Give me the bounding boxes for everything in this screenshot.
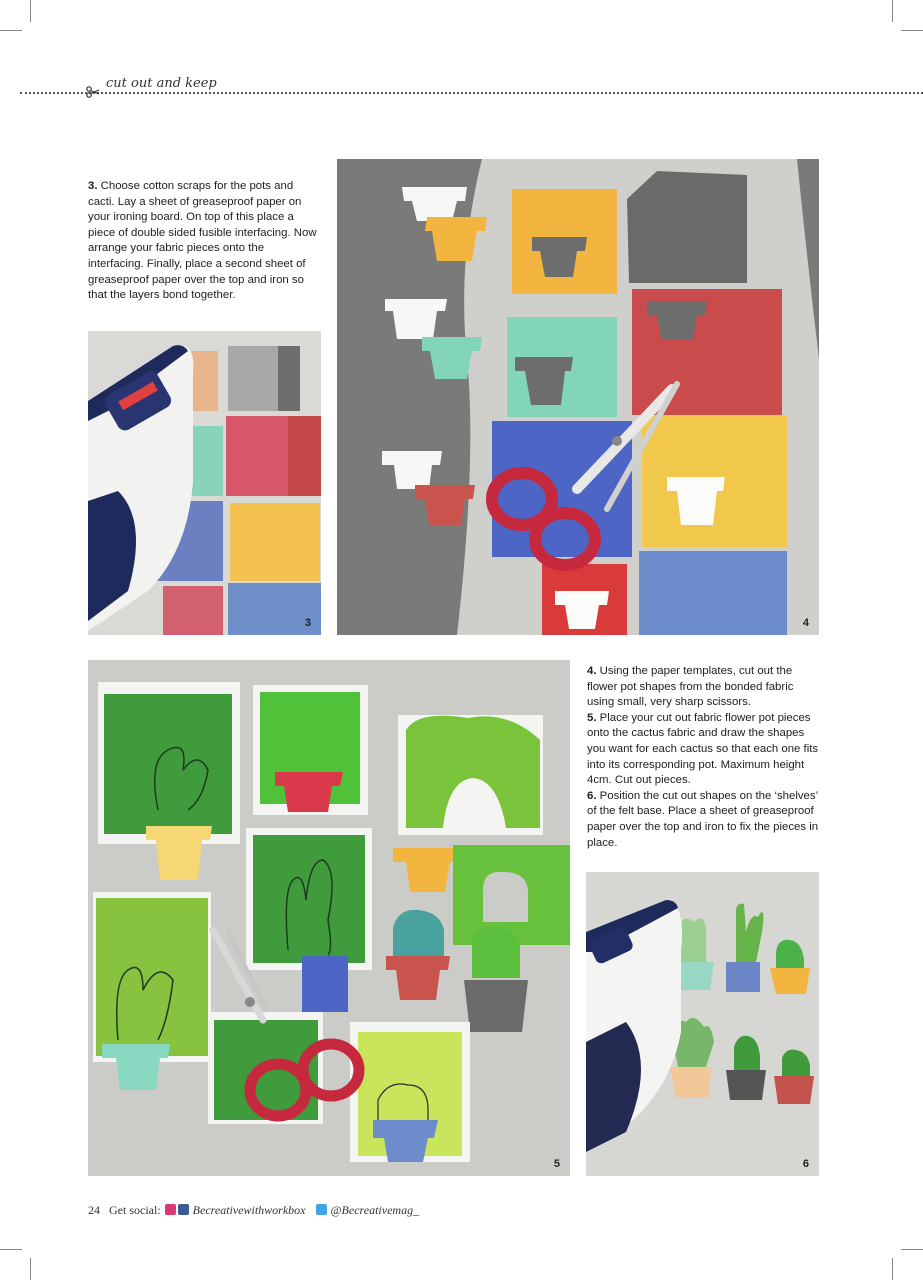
step-body: Place your cut out fabric flower pot pieces onto the cactus fabric and draw the shapes you want for each cactus so that each one fits into its corresponding pot. Maximum height 4cm. Cut out pieces.: [587, 711, 819, 787]
photo-number: 6: [802, 1158, 809, 1170]
instagram-icon[interactable]: [165, 1204, 176, 1215]
facebook-icon[interactable]: [178, 1204, 189, 1215]
crop-mark: [901, 1249, 923, 1250]
twitter-handle[interactable]: @Becreativemag_: [330, 1203, 420, 1217]
step-3-text: [88, 179, 322, 304]
steps-4-6-text: [587, 664, 821, 851]
scissors-icon: [86, 86, 100, 98]
crop-mark: [892, 1258, 893, 1280]
photo-ironing-step-3: [88, 331, 321, 635]
crop-mark: [30, 1258, 31, 1280]
photo-fabric-pieces-step-4: [337, 159, 819, 635]
step-4-paragraph: [587, 664, 821, 711]
step-number: 6.: [587, 789, 597, 802]
crop-mark: [892, 0, 893, 22]
facebook-handle[interactable]: Becreativewithworkbox: [192, 1203, 306, 1217]
get-social-label: Get social:: [109, 1203, 161, 1217]
crop-mark: [0, 30, 22, 31]
photo-cactus-shapes-step-5: [88, 660, 570, 1176]
photo-number: 3: [304, 617, 311, 629]
photo-finished-step-6: [586, 872, 819, 1176]
crop-mark: [0, 1249, 22, 1250]
step-number: 4.: [587, 665, 597, 677]
step-number: 5.: [587, 711, 597, 724]
step-6-paragraph: [587, 789, 821, 851]
step-body: Position the cut out shapes on the ‘shelves’ of the felt base. Place a sheet of greaseproof paper over the top and iron to fix the pieces in place.: [587, 789, 819, 849]
section-label: cut out and keep: [102, 76, 221, 91]
page-number: 24: [88, 1203, 100, 1217]
twitter-icon[interactable]: [316, 1204, 327, 1215]
photo-number: 4: [802, 617, 809, 629]
step-body: Choose cotton scraps for the pots and cacti. Lay a sheet of greaseproof paper on your ironing board. On top of this place a piece of double sided fusible interfacing. Now arrange your fabric pieces onto the interfacing. Finally, place a second sheet of greaseproof paper over the top and iron so that the layers bond together.: [88, 180, 317, 302]
step-number: 3.: [88, 180, 98, 192]
step-body: Using the paper templates, cut out the flower pot shapes from the bonded fabric using small, very sharp scissors.: [587, 665, 794, 709]
photo-number: 5: [553, 1158, 560, 1170]
header-dotted-rule: [20, 92, 923, 94]
crop-mark: [30, 0, 31, 22]
page-footer: [88, 1203, 419, 1218]
crop-mark: [901, 30, 923, 31]
step-5-paragraph: [587, 711, 821, 789]
